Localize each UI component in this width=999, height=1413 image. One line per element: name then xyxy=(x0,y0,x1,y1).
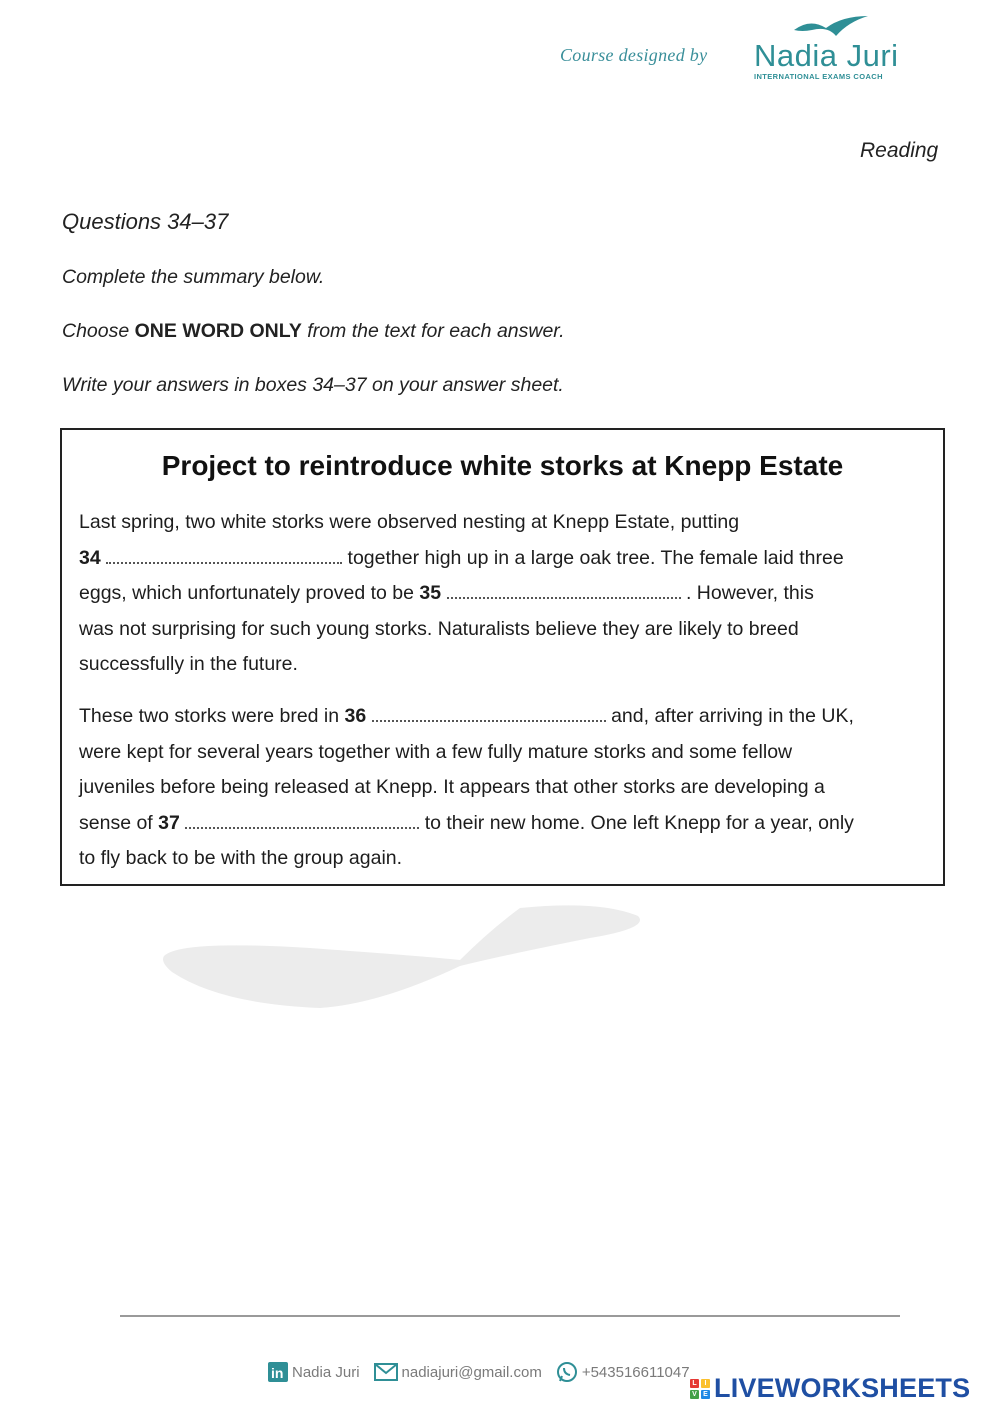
instruction-choose-pre: Choose xyxy=(62,320,135,342)
svg-text:in: in xyxy=(271,1365,284,1381)
footer-contacts xyxy=(268,1360,700,1384)
lw-square-i: I xyxy=(701,1379,710,1388)
liveworksheets-text: LIVEWORKSHEETS xyxy=(714,1373,971,1403)
lw-square-v: V xyxy=(690,1390,699,1399)
answer-gap-37[interactable] xyxy=(185,813,419,829)
whatsapp-icon xyxy=(556,1361,578,1383)
p2-line-3: juveniles before being released at Knepp. It appears that other storks are developing a xyxy=(79,776,825,798)
liveworksheets-brand xyxy=(690,1373,970,1404)
lw-square-e: E xyxy=(701,1390,710,1399)
summary-paragraph-1 xyxy=(79,505,929,683)
p1-line-3 xyxy=(79,576,929,612)
answer-gap-35[interactable] xyxy=(447,583,681,599)
summary-paragraph-2 xyxy=(79,699,929,877)
p2-line-4-pre: sense of xyxy=(79,811,153,834)
instruction-complete: Complete the summary below. xyxy=(62,266,325,288)
logo-subtitle: INTERNATIONAL EXAMS COACH xyxy=(754,72,883,81)
p1-line-2 xyxy=(79,541,929,577)
summary-title: Project to reintroduce white storks at Knepp Estate xyxy=(161,450,844,481)
mail-icon xyxy=(374,1363,398,1381)
swoosh-watermark xyxy=(160,900,650,1015)
p2-line-4-post: to their new home. One left Knepp for a year, only xyxy=(424,811,854,834)
instruction-choose-post: from the text for each answer. xyxy=(301,320,565,342)
linkedin-icon xyxy=(268,1362,288,1382)
gap-number-34: 34 xyxy=(79,546,101,569)
p1-line-2-text: together high up in a large oak tree. The female laid three xyxy=(347,546,844,569)
course-designed-by-text: Course designed by xyxy=(560,45,708,65)
summary-box xyxy=(60,428,945,886)
liveworksheets-icon xyxy=(690,1379,710,1399)
instruction-write: Write your answers in boxes 34–37 on your answer sheet. xyxy=(62,374,564,396)
p1-line-3-post: . However, this xyxy=(685,582,814,604)
p1-line-5: successfully in the future. xyxy=(79,653,298,675)
p1-line-3-pre: eggs, which unfortunately proved to be xyxy=(79,582,414,604)
nadia-juri-logo xyxy=(752,14,912,86)
footer-phone[interactable]: +543516611047 xyxy=(581,1363,690,1381)
answer-gap-36[interactable] xyxy=(372,706,606,722)
footer-email[interactable]: nadiajuri@gmail.com xyxy=(401,1363,542,1381)
p2-line-1-post: and, after arriving in the UK, xyxy=(611,705,854,727)
p1-line-1: Last spring, two white storks were observed nesting at Knepp Estate, putting xyxy=(79,511,740,533)
p2-line-5: to fly back to be with the group again. xyxy=(79,847,403,869)
p2-line-1 xyxy=(79,699,929,735)
p2-line-1-pre: These two storks were bred in xyxy=(79,705,340,727)
answer-gap-34[interactable] xyxy=(106,548,342,564)
footer-divider xyxy=(120,1315,900,1317)
logo-name: Nadia Juri xyxy=(754,38,899,73)
questions-heading: Questions 34–37 xyxy=(62,209,229,234)
p1-line-4: was not surprising for such young storks. Naturalists believe they are likely to breed xyxy=(79,617,799,640)
gap-number-37: 37 xyxy=(158,811,180,834)
gap-number-36: 36 xyxy=(344,705,367,727)
footer-linkedin-name[interactable]: Nadia Juri xyxy=(292,1363,360,1381)
p2-line-2: were kept for several years together with a few fully mature storks and some fellow xyxy=(79,740,793,763)
section-label: Reading xyxy=(860,139,939,162)
instruction-choose xyxy=(62,320,565,343)
gap-number-35: 35 xyxy=(419,582,442,604)
lw-square-l: L xyxy=(690,1379,699,1388)
instruction-one-word-only: ONE WORD ONLY xyxy=(134,320,302,342)
p2-line-4 xyxy=(79,806,929,842)
